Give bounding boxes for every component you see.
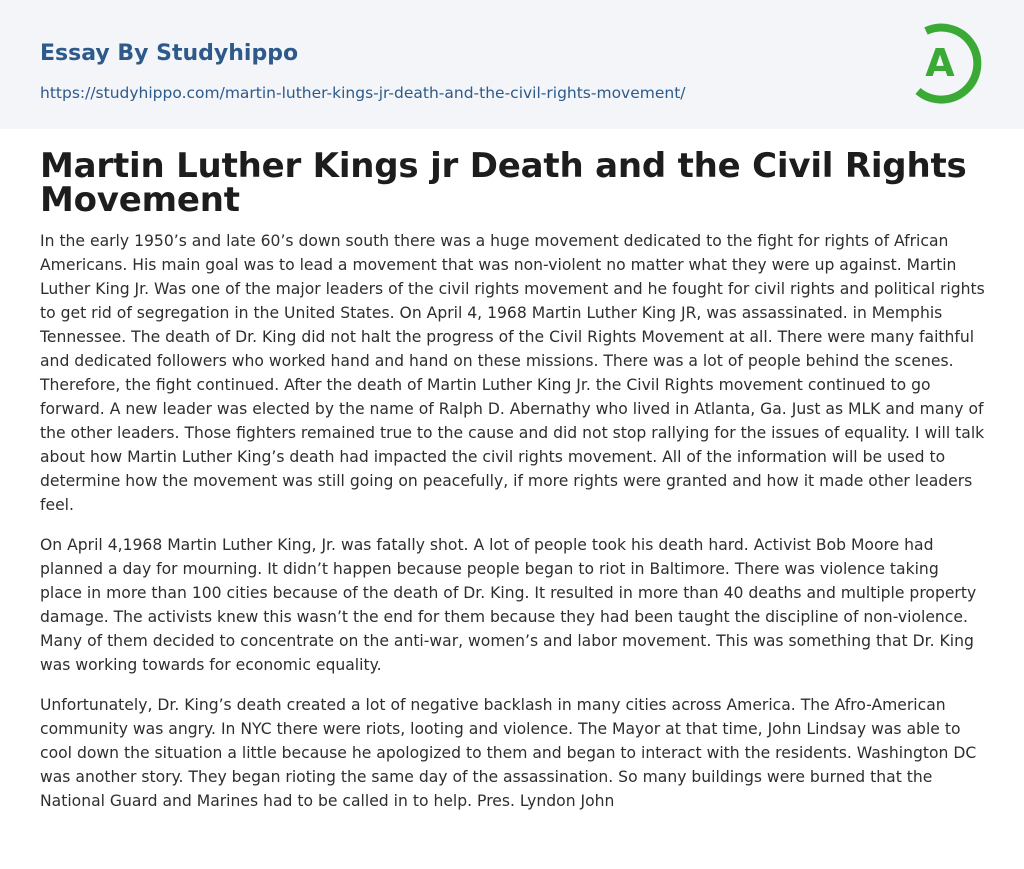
essay-paragraph: On April 4,1968 Martin Luther King, Jr. was fatally shot. A lot of people took his death hard. Activist Bob Moore had planned a day for mourning. It didn’t happen because people began to riot in Baltimore. There was violence taking place in more than 100 cities because of the death of Dr. King. It resulted in more than 40 deaths and multiple property damage. The activists knew this wasn’t the end for them because they had been taught the discipline of non-violence. Many of them decided to concentrate on the anti-war, women’s and labor movement. This was something that Dr. King was working towards for economic equality. bbox=[40, 536, 977, 674]
essay-paragraph: Unfortunately, Dr. King’s death created a lot of negative backlash in many cities across America. The Afro-American community was angry. In NYC there were riots, looting and violence. The Mayor at that time, John Lindsay was able to cool down the situation a little because he apologized to them and began to interact with the residents. Washington DC was another story. They began rioting the same day of the assassination. So many buildings were burned that the National Guard and Marines had to be called in to help. Pres. Lyndon John bbox=[40, 696, 977, 810]
essay-title: Martin Luther Kings jr Death and the Civil Rights Movement bbox=[40, 146, 967, 220]
source-url-link[interactable]: https://studyhippo.com/martin-luther-kings-jr-death-and-the-civil-rights-movement/ bbox=[40, 84, 686, 102]
essay-body bbox=[40, 229, 985, 829]
essay-paragraph: In the early 1950’s and late 60’s down south there was a huge movement dedicated to the fight for rights of African Americans. His main goal was to lead a movement that was non-violent no matter what they were up against. Martin Luther King Jr. Was one of the major leaders of the civil rights movement and he fought for civil rights and political rights to get rid of segregation in the United States. On April 4, 1968 Martin Luther King JR, was assassinated. in Memphis Tennessee. The death of Dr. King did not halt the progress of the Civil Rights Movement at all. There were many faithful and dedicated followers who worked hand and hand on these missions. There was a lot of people behind the scenes. Therefore, the fight continued. After the death of Martin Luther King Jr. the Civil Rights movement continued to go forward. A new leader was elected by the name of Ralph D. Abernathy who lived in Atlanta, Ga. Just as MLK and many of the other leaders. Those fighters remained true to the cause and did not stop rallying for the issues of equality. I will talk about how Martin Luther King’s death had impacted the civil rights movement. All of the information will be used to determine how the movement was still going on peacefully, if more rights were granted and how it made other leaders feel. bbox=[40, 232, 985, 514]
brand-title: Essay By Studyhippo bbox=[40, 41, 299, 66]
logo-letter: A bbox=[925, 41, 955, 85]
